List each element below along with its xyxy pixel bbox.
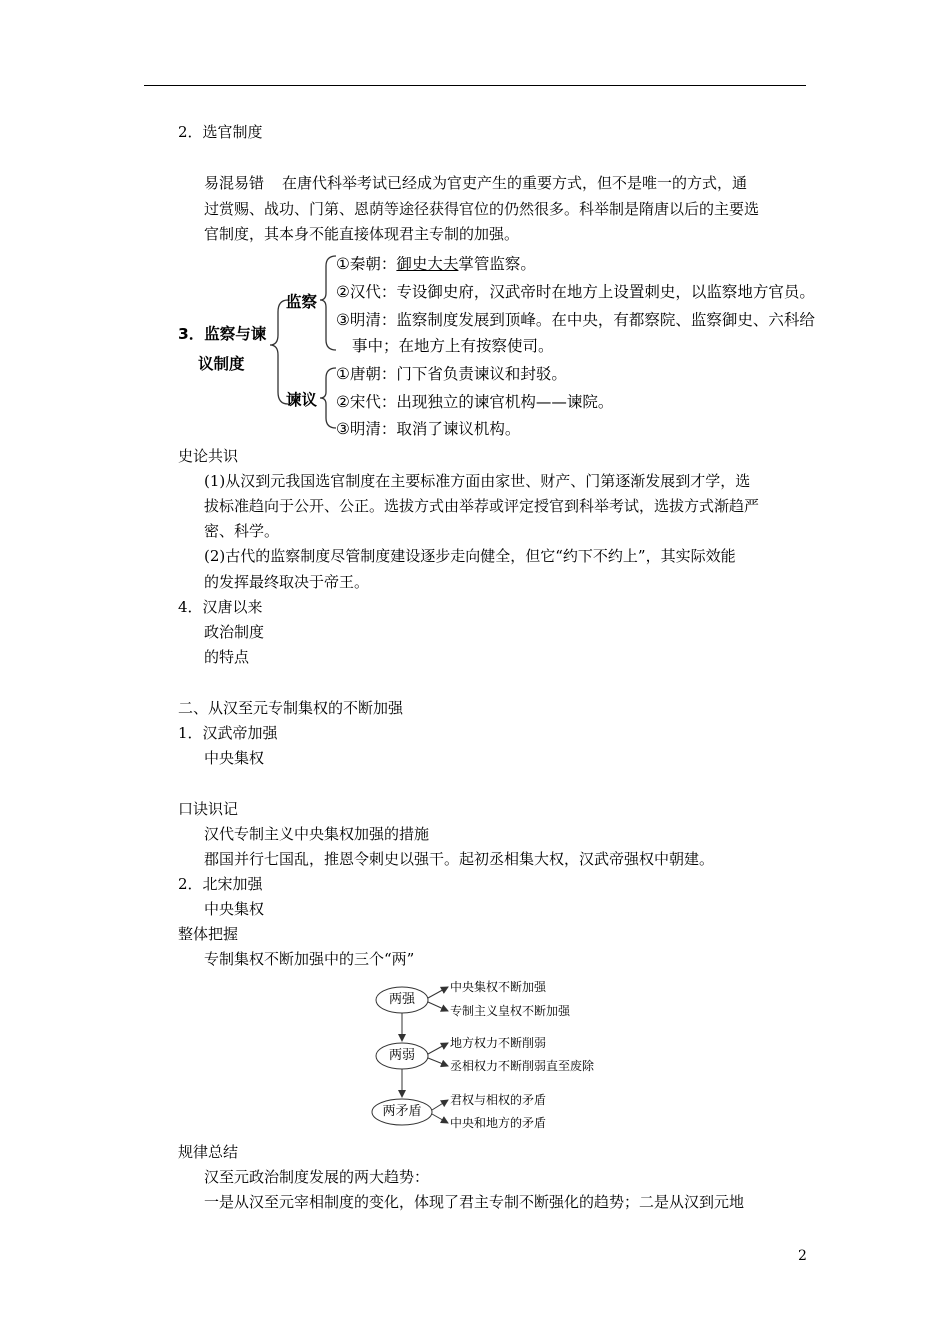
part-2-item-2-sub: 中央集权 — [204, 900, 265, 918]
consensus-line-2: 拔标准趋向于公开、公正。选拔方式由举荐或评定授官到科举考试，选拔方式渐趋严 — [204, 497, 760, 515]
part-2-heading: 二、从汉至元专制集权的不断加强 — [178, 699, 404, 717]
remonstrance-item-3: ③明清：取消了谏议机构。 — [336, 420, 521, 438]
consensus-line-1: (1)从汉到元我国选官制度在主要标准方面由家世、财产、门第逐渐发展到才学，选 — [204, 472, 751, 490]
part-2-item-2-heading: 2．北宋加强 — [178, 875, 263, 893]
part-2-item-1-sub: 中央集权 — [204, 749, 265, 767]
section-3-title-line2: 议制度 — [198, 355, 245, 373]
remonstrance-item-2: ②宋代：出现独立的谏官机构——谏院。 — [336, 393, 614, 411]
branch-2b: 丞相权力不断削弱直至废除 — [450, 1059, 595, 1073]
consensus-label: 史论共识 — [178, 447, 239, 465]
section-4-line-2: 的特点 — [204, 648, 250, 666]
confusion-line-3: 官制度，其本身不能直接体现君主专制的加强。 — [204, 225, 520, 243]
confusion-line-2: 过赏赐、战功、门第、恩荫等途径获得官位的仍然很多。科举制是隋唐以后的主要选 — [204, 200, 760, 218]
branch-1b: 专制主义皇权不断加强 — [450, 1004, 571, 1018]
header-rule — [144, 85, 806, 86]
branch-arrow-3a — [432, 1100, 448, 1110]
remonstrance-label: 谏议 — [286, 391, 318, 409]
supervision-label: 监察 — [286, 293, 318, 311]
supervision-item-2: ②汉代：专设御史府，汉武帝时在地方上设置刺史，以监察地方官员。 — [336, 283, 815, 301]
node-two-contradictions-label: 两矛盾 — [382, 1104, 422, 1119]
branch-3a: 君权与相权的矛盾 — [450, 1093, 547, 1107]
branch-arrow-2a — [428, 1043, 448, 1054]
branch-3b: 中央和地方的矛盾 — [450, 1116, 547, 1130]
supervision-item-1-prefix: ①秦朝： — [336, 255, 397, 273]
confusion-line-1 — [204, 173, 747, 193]
overall-title: 专制集权不断加强中的三个“两” — [204, 950, 415, 968]
branch-arrow-3b — [432, 1114, 448, 1123]
confusion-text-1: 在唐代科举考试已经成为官吏产生的重要方式，但不是唯一的方式，通 — [282, 174, 748, 192]
branch-1a: 中央集权不断加强 — [450, 980, 547, 994]
supervision-item-1 — [336, 254, 536, 274]
mnemonic-label: 口诀识记 — [178, 800, 239, 818]
branch-2a: 地方权力不断削弱 — [450, 1036, 547, 1050]
supervision-item-3-cont: 事中；在地方上有按察使司。 — [352, 337, 554, 355]
part-2-item-1-heading: 1．汉武帝加强 — [178, 724, 278, 742]
rule-label: 规律总结 — [178, 1143, 239, 1161]
supervision-item-1-term: 御史大夫 — [396, 255, 459, 273]
remonstrance-brace — [320, 368, 336, 428]
overall-label: 整体把握 — [178, 925, 239, 943]
rule-title: 汉至元政治制度发展的两大趋势： — [204, 1168, 430, 1186]
page-number: 2 — [798, 1248, 807, 1264]
rule-text: 一是从汉至元宰相制度的变化，体现了君主专制不断强化的趋势；二是从汉到元地 — [204, 1193, 745, 1211]
node-two-weak-label: 两弱 — [388, 1048, 415, 1063]
node-two-strong-label: 两强 — [388, 992, 415, 1007]
supervision-item-1-rest: 掌管监察。 — [458, 255, 536, 273]
branch-arrow-1a — [428, 987, 448, 998]
section-4-heading: 4．汉唐以来 — [178, 598, 263, 616]
section-3-title-line1: 3．监察与谏 — [178, 325, 267, 343]
branch-arrow-1b — [428, 1002, 448, 1011]
branch-arrow-2b — [428, 1058, 448, 1066]
consensus-line-5: 的发挥最终取决于帝王。 — [204, 573, 370, 591]
section-4-line-1: 政治制度 — [204, 623, 265, 641]
consensus-line-3: 密、科学。 — [204, 522, 280, 540]
confusion-label: 易混易错 — [204, 174, 265, 192]
supervision-item-3: ③明清：监察制度发展到顶峰。在中央，有都察院、监察御史、六科给 — [336, 311, 815, 329]
remonstrance-item-1: ①唐朝：门下省负责谏议和封驳。 — [336, 365, 567, 383]
mnemonic-text: 郡国并行七国乱，推恩令刺史以强干。起初丞相集大权，汉武帝强权中朝建。 — [204, 850, 715, 868]
section-2-heading: 2．选官制度 — [178, 123, 263, 141]
main-brace — [270, 300, 288, 404]
supervision-brace — [320, 256, 336, 350]
mnemonic-title: 汉代专制主义中央集权加强的措施 — [204, 825, 430, 843]
consensus-line-4: (2)古代的监察制度尽管制度建设逐步走向健全，但它“约下不约上”，其实际效能 — [204, 547, 736, 565]
